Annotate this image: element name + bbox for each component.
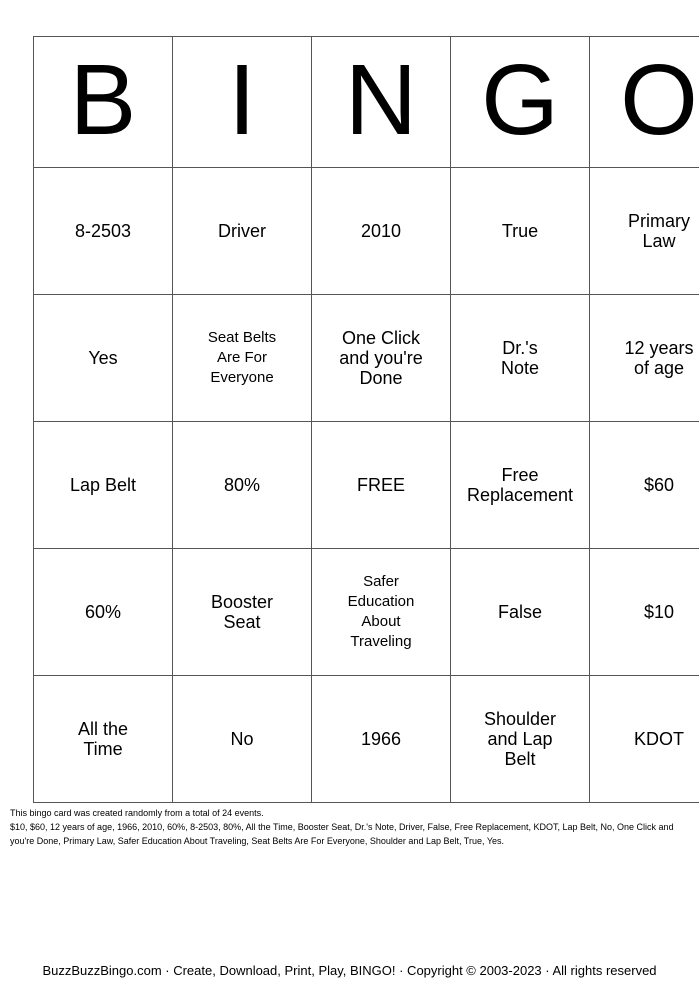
header-row [34, 37, 699, 168]
cell-text: True [501, 221, 539, 241]
header-letter-g: G [451, 37, 590, 168]
cell-text: All the Time [77, 719, 129, 759]
cell-text: 80% [223, 475, 261, 495]
bingo-row-2 [34, 295, 699, 422]
bingo-cell [34, 295, 173, 422]
bingo-cell [451, 295, 590, 422]
cell-text: Primary Law [628, 211, 690, 251]
cell-text: Booster Seat [210, 592, 274, 632]
bingo-cell [451, 549, 590, 676]
cell-text: No [230, 729, 254, 749]
bingo-cell [451, 676, 590, 803]
card-notes [10, 806, 690, 848]
cell-text: Lap Belt [69, 475, 137, 495]
cell-text: Seat Belts Are For Everyone [207, 329, 277, 386]
bingo-cell [34, 422, 173, 549]
bingo-cell [34, 549, 173, 676]
bingo-row-4 [34, 549, 699, 676]
bingo-card [33, 36, 699, 803]
bingo-cell [312, 168, 451, 295]
cell-text: One Click and you're Done [339, 328, 423, 388]
cell-text: False [497, 602, 542, 622]
bingo-cell-free [312, 422, 451, 549]
cell-text: $60 [643, 475, 675, 495]
cell-text: 1966 [360, 729, 402, 749]
header-letter-i: I [173, 37, 312, 168]
bingo-row-3 [34, 422, 699, 549]
notes-summary: This bingo card was created randomly from a total of 24 events. [10, 808, 264, 818]
bingo-cell [451, 422, 590, 549]
bingo-cell [312, 549, 451, 676]
cell-text: KDOT [633, 729, 684, 749]
cell-text: Shoulder and Lap Belt [483, 709, 557, 769]
cell-text: 12 years of age [624, 338, 694, 378]
bingo-cell [173, 549, 312, 676]
cell-text: Free Replacement [466, 465, 574, 505]
header-letter-o: O [590, 37, 699, 168]
cell-text: Yes [88, 348, 118, 368]
bingo-cell [34, 168, 173, 295]
bingo-row-5 [34, 676, 699, 803]
bingo-row-1 [34, 168, 699, 295]
cell-text: Driver [218, 221, 266, 241]
bingo-cell [173, 168, 312, 295]
header-letter-n: N [312, 37, 451, 168]
bingo-cell [451, 168, 590, 295]
cell-text: 60% [84, 602, 122, 622]
bingo-cell [590, 676, 699, 803]
cell-text: FREE [356, 475, 405, 495]
cell-text: Dr.'s Note [500, 338, 540, 378]
bingo-cell [34, 676, 173, 803]
bingo-cell [590, 295, 699, 422]
cell-text: Safer Education About Traveling [347, 573, 415, 650]
notes-event-list: $10, $60, 12 years of age, 1966, 2010, 60%, 8-2503, 80%, All the Time, Booster Seat, Dr.'s Note, Driver, False, Free Replacement, KDOT, Lap Belt, No, One Click and you're Done, Primary Law, Safer Education About Traveling, Seat Belts Are For Everyone, Shoulder and Lap Belt, True, Yes. [10, 822, 674, 846]
page-footer: BuzzBuzzBingo.com · Create, Download, Print, Play, BINGO! · Copyright © 2003-2023 · All rights reserved [42, 963, 657, 978]
bingo-cell [312, 676, 451, 803]
bingo-cell [173, 422, 312, 549]
cell-text: 8-2503 [74, 221, 132, 241]
cell-text: 2010 [360, 221, 402, 241]
bingo-cell [173, 676, 312, 803]
bingo-cell [590, 549, 699, 676]
bingo-cell [312, 295, 451, 422]
bingo-cell [590, 422, 699, 549]
header-letter-b: B [34, 37, 173, 168]
bingo-cell [173, 295, 312, 422]
bingo-cell [590, 168, 699, 295]
cell-text: $10 [643, 602, 675, 622]
